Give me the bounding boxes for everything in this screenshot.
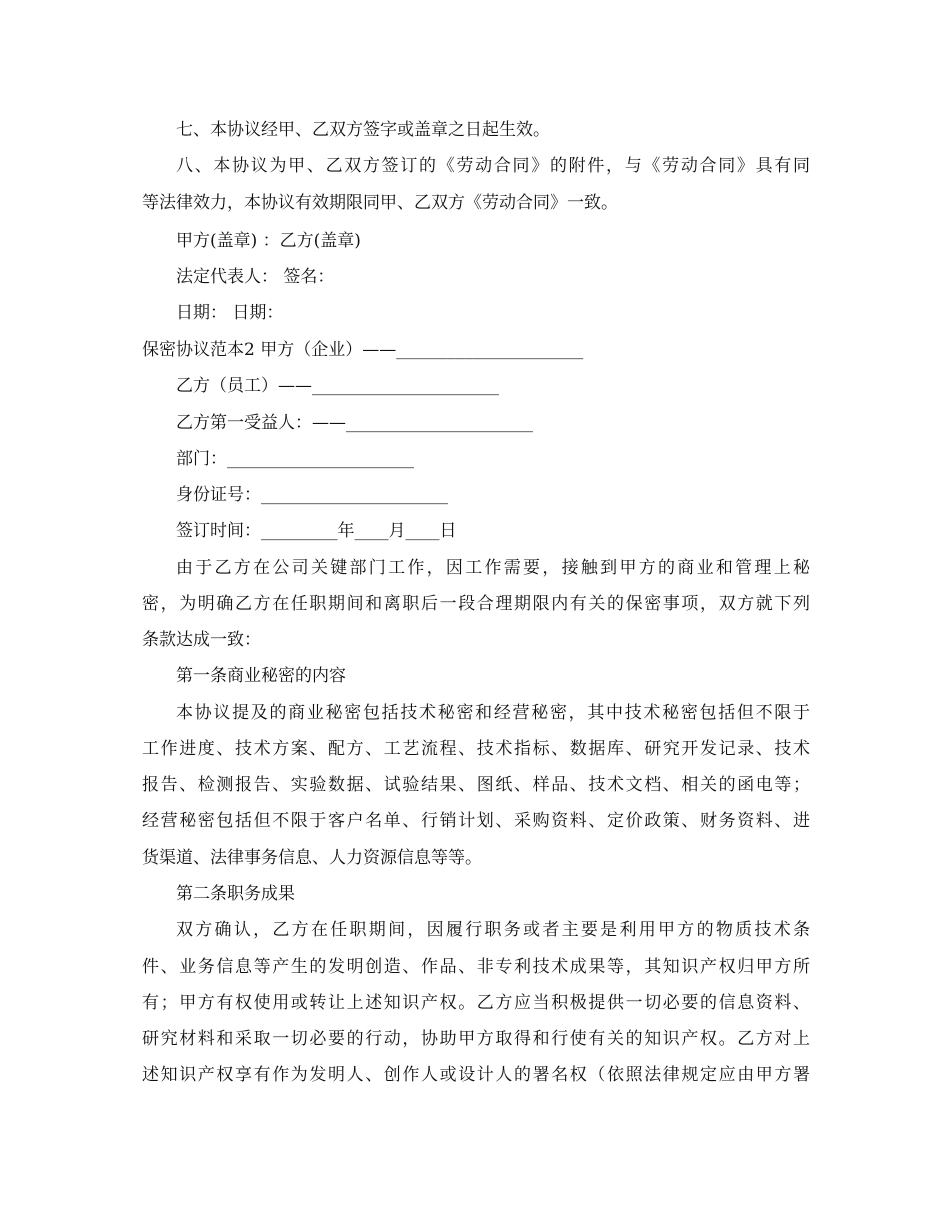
article-two-line-5: 述知识产权享有作为发明人、创作人或设计人的署名权（依照法律规定应由甲方署 [142, 1065, 810, 1085]
department-line: 部门：______________________ [176, 449, 414, 469]
date-line: 日期： 日期： [176, 303, 284, 323]
article-two-line-4: 研究材料和采取一切必要的行动，协助甲方取得和行使有关的知识产权。乙方对上 [142, 1029, 810, 1049]
article-two-line-2: 件、业务信息等产生的发明创造、作品、非专利技术成果等，其知识产权归甲方所 [142, 957, 810, 977]
template-heading-line: 保密协议范本2 甲方（企业）——______________________ [142, 340, 584, 360]
article-two-line-3: 有；甲方有权使用或转让上述知识产权。乙方应当积极提供一切必要的信息资料、 [142, 993, 810, 1013]
employee-line: 乙方（员工）——______________________ [176, 376, 499, 396]
signing-time-line: 签订时间：_________年____月____日 [176, 521, 457, 541]
article-one-line-2: 工作进度、技术方案、配方、工艺流程、技术指标、数据库、研究开发记录、技术 [142, 739, 810, 759]
clause-eight-line-1: 八、本协议为甲、乙双方签订的《劳动合同》的附件，与《劳动合同》具有同 [176, 156, 810, 176]
preamble-line-1: 由于乙方在公司关键部门工作，因工作需要，接触到甲方的商业和管理上秘 [176, 558, 810, 578]
representative-line: 法定代表人： 签名： [176, 267, 335, 287]
article-one-line-3: 报告、检测报告、实验数据、试验结果、图纸、样品、技术文档、相关的函电等； [142, 775, 810, 795]
seal-line: 甲方(盖章) ：乙方(盖章) [176, 231, 361, 251]
clause-seven: 七、本协议经甲、乙双方签字或盖章之日起生效。 [176, 120, 550, 140]
beneficiary-line: 乙方第一受益人：——______________________ [176, 413, 533, 433]
article-two-line-1: 双方确认，乙方在任职期间，因履行职务或者主要是利用甲方的物质技术条 [176, 920, 810, 940]
clause-eight-line-2: 等法律效力，本协议有效期限同甲、乙双方《劳动合同》一致。 [142, 193, 618, 213]
article-two-title: 第二条职务成果 [176, 884, 295, 904]
article-one-line-5: 货渠道、法律事务信息、人力资源信息等等。 [142, 848, 482, 868]
article-one-line-1: 本协议提及的商业秘密包括技术秘密和经营秘密，其中技术秘密包括但不限于 [176, 703, 810, 723]
preamble-line-3: 条款达成一致： [142, 630, 261, 650]
preamble-line-2: 密，为明确乙方在任职期间和离职后一段合理期限内有关的保密事项，双方就下列 [142, 594, 810, 614]
article-one-line-4: 经营秘密包括但不限于客户名单、行销计划、采购资料、定价政策、财务资料、进 [142, 811, 810, 831]
id-number-line: 身份证号：______________________ [176, 485, 448, 505]
article-one-title: 第一条商业秘密的内容 [176, 666, 346, 686]
